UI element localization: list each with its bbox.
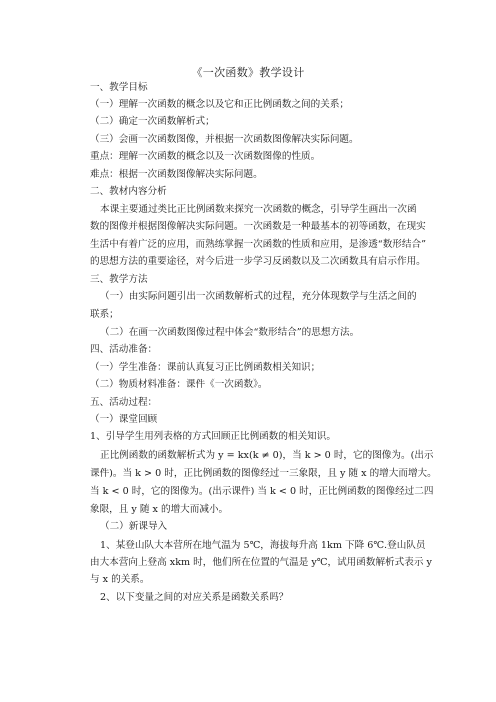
method-item-1-continued: 联系； xyxy=(90,309,119,320)
problem-1-line: 由大本营向上登高 xkm 时，他们所在位置的气温是 y℃，试用函数解析式表示 y xyxy=(90,557,432,568)
preparation-item-2: （二）物质材料准备：课件《一次函数》。 xyxy=(90,379,268,390)
paragraph-line: 的思想方法的重要途径，对今后进一步学习反函数以及二次函数具有启示作用。 xyxy=(90,256,426,267)
section-heading-objectives: 一、教学目标 xyxy=(90,82,148,93)
section-heading-preparation: 四、活动准备： xyxy=(90,344,158,355)
method-item-1: （一）由实际问题引出一次函数解析式的过程，充分体现数学与生活之间的 xyxy=(100,291,417,302)
subsection-new-lesson: （二）新课导入 xyxy=(100,521,168,532)
section-heading-process: 五、活动过程： xyxy=(90,397,158,408)
paragraph-line: 生活中有着广泛的应用，而熟练掌握一次函数的性质和应用，是渗透“数形结合” xyxy=(90,239,426,250)
paragraph-line: 本课主要通过类比正比例函数来探究一次函数的概念，引导学生画出一次函 xyxy=(100,204,417,215)
paragraph-line: 数的图像并根据图像解决实际问题。一次函数是一种最基本的初等函数，在现实 xyxy=(90,221,426,232)
objective-item-2: （二）确定一次函数解析式； xyxy=(90,116,215,127)
key-point: 重点：理解一次函数的概念以及一次函数图像的性质。 xyxy=(90,151,321,162)
objective-item-3: （三）会画一次函数图像，并根据一次函数图像解决实际问题。 xyxy=(90,134,359,145)
method-item-2: （二）在画一次函数图像过程中体会“数形结合”的思想方法。 xyxy=(100,327,360,338)
section-heading-methods: 三、教学方法 xyxy=(90,274,148,285)
problem-2-line: 2、以下变量之间的对应关系是函数关系吗？ xyxy=(100,592,289,603)
paragraph-line: 当 k < 0 时，它的图像为。(出示课件) 当 k < 0 时，正比例函数的图像经过二四 xyxy=(90,486,434,497)
subsection-review: （一）课堂回顾 xyxy=(90,414,158,425)
objective-item-1: （一）理解一次函数的概念以及它和正比例函数之间的关系； xyxy=(90,99,350,110)
document-title: 《一次函数》教学设计 xyxy=(191,66,305,79)
difficult-point: 难点：根据一次函数图像解决实际问题。 xyxy=(90,169,263,180)
section-heading-content-analysis: 二、教材内容分析 xyxy=(90,186,167,197)
paragraph-line: 课件)。当 k > 0 时，正比例函数的图像经过一三象限，且 y 随 x 的增大而增大。 xyxy=(90,468,437,479)
problem-1-line: 与 x 的关系。 xyxy=(90,574,150,585)
paragraph-line: 正比例函数的函数解析式为 y = kx(k ≠ 0)，当 k > 0 时，它的图像为。(出示 xyxy=(100,450,434,461)
paragraph-line: 象限，且 y 随 x 的增大而减小。 xyxy=(90,504,229,515)
review-step-1: 1、引导学生用列表格的方式回顾正比例函数的相关知识。 xyxy=(90,431,336,442)
problem-1-line: 1、某登山队大本营所在地气温为 5℃，海拔每升高 1km 下降 6℃.登山队员 xyxy=(100,540,426,551)
preparation-item-1: （一）学生准备：课前认真复习正比例函数相关知识； xyxy=(90,362,321,373)
